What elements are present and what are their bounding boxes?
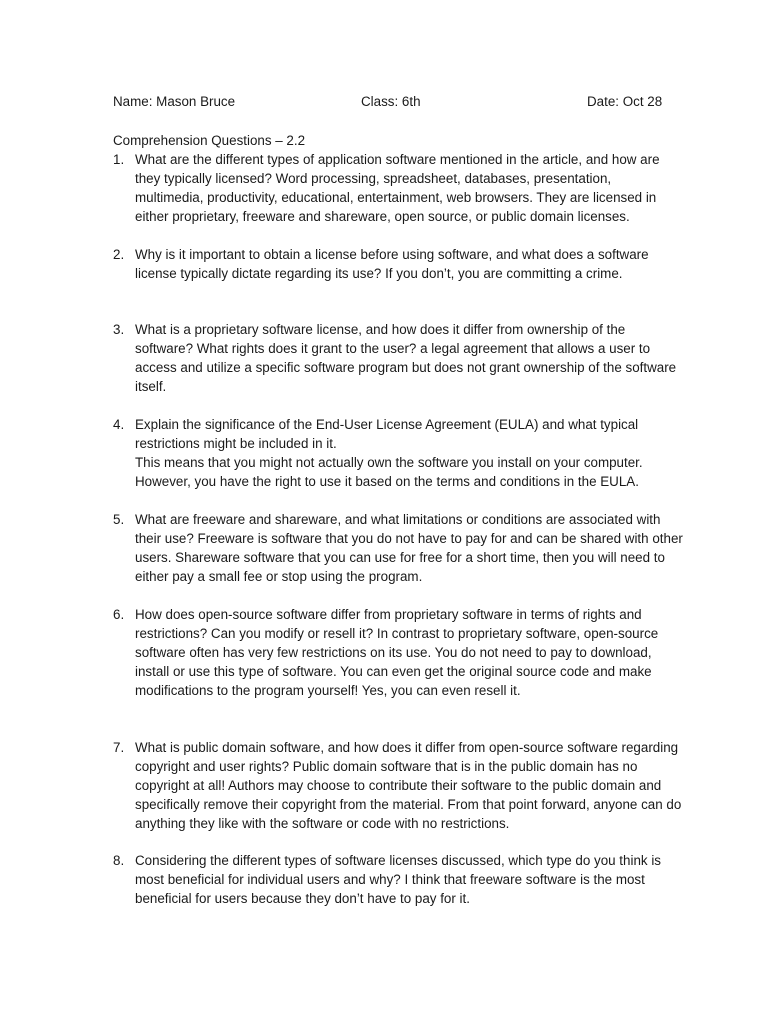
question-text: Considering the different types of software licenses discussed, which type do you think is most beneficial for individual users and why? I think that freeware software is the most beneficial for users because they don’t have to pay for it. [135,853,661,906]
document-date: Date: Oct 28 [587,94,663,109]
question-body [135,415,683,491]
question-item [113,738,683,833]
question-number: 1. [113,152,125,167]
question-number: 7. [113,740,125,755]
question-text: What is public domain software, and how does it differ from open-source software regarding copyright and user rights? Public domain software that is in the public domain has no copyright at all! Authors may choose to contribute their software to the public domain and specifically remove their copyright from the material. From that point forward, anyone can do anything they like with the software or code with no restrictions. [135,740,682,831]
question-item [113,150,683,226]
question-item [113,605,683,700]
question-text: Explain the significance of the End-User License Agreement (EULA) and what typical restrictions might be included in it. [135,417,639,451]
question-item [113,245,683,283]
question-item [113,320,683,396]
question-item [113,851,683,908]
section-title: Comprehension Questions – 2.2 [113,133,306,148]
question-number: 8. [113,853,125,868]
question-text: How does open-source software differ from proprietary software in terms of rights and restrictions? Can you modify or resell it? In contrast to proprietary software, open-source software often has very few restrictions on its use. You do not need to pay to download, install or use this type of software. You can even get the original source code and make modifications to the program yourself! Yes, you can even resell it. [135,607,659,698]
question-text: What are the different types of application software mentioned in the article, and how are they typically licensed? Word processing, spreadsheet, databases, presentation, multimedia, productivity, educational, entertainment, web browsers. They are licensed in either proprietary, freeware and shareware, open source, or public domain licenses. [135,152,660,224]
question-text: What is a proprietary software license, and how does it differ from ownership of the software? What rights does it grant to the user? a legal agreement that allows a user to access and utilize a specific software program but does not grant ownership of the software itself. [135,322,677,394]
question-number: 3. [113,322,125,337]
answer-text: This means that you might not actually own the software you install on your computer. However, you have the right to use it based on the terms and conditions in the EULA. [135,455,643,489]
question-text: What are freeware and shareware, and what limitations or conditions are associated with their use? Freeware is software that you do not have to pay for and can be shared with other users. Shareware software that you can use for free for a short time, then you will need to either pay a small fee or stop using the program. [135,512,683,584]
question-number: 6. [113,607,125,622]
question-text: Why is it important to obtain a license before using software, and what does a software license typically dictate regarding its use? If you don’t, you are committing a crime. [135,247,649,281]
question-item [113,415,683,491]
document-header [113,92,673,112]
question-number: 2. [113,247,125,262]
question-number: 5. [113,512,125,527]
student-name: Name: Mason Bruce [113,94,236,109]
student-class: Class: 6th [361,94,421,109]
question-item [113,510,683,586]
question-number: 4. [113,417,125,432]
